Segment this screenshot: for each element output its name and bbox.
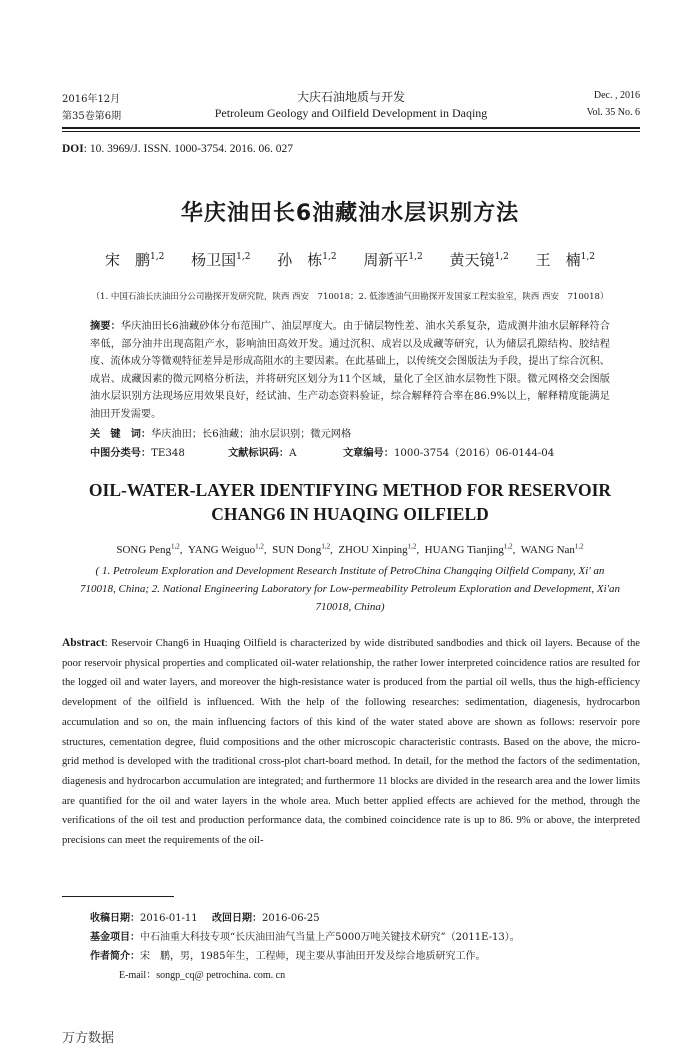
author-bio-value: 宋 鹏，男，1985年生，工程师，现主要从事油田开发及综合地质研究工作。	[140, 951, 486, 962]
doi-line	[62, 143, 293, 155]
header-volume-en: Vol. 35 No. 6	[586, 107, 640, 118]
title-en-line1: OIL-WATER-LAYER IDENTIFYING METHOD FOR RESERVOIR	[88, 480, 612, 500]
author-cn-sup: 1,2	[236, 252, 251, 262]
footnote-dates	[90, 909, 320, 924]
affiliation-chinese: （1. 中国石油长庆油田分公司勘探开发研究院，陕西 西安 710018；2. 低渗透油气田勘探开发国家工程实验室，陕西 西安 710018）	[91, 292, 609, 302]
clc-code	[90, 444, 228, 459]
author-en-name: SONG Peng	[116, 543, 172, 556]
author-cn-name: 孙 栋	[277, 251, 323, 269]
author-en-name: ZHOU Xinping	[338, 543, 408, 556]
fund-label: 基金项目：	[90, 932, 140, 943]
article-number	[343, 444, 554, 459]
abstract-cn-text: 华庆油田长6油藏砂体分布范围广、油层厚度大。由于储层物性差、油水关系复杂，造成测井油水层解释符合率低，部分油井出现高阻产水，影响油田高效开发。通过沉积、成岩以及成藏等研究，认为储层孔隙结构、胶结程度、流体成分等微观特征差异是形成高阻水的主要因素。在此基础上，以传统交会图版法为手段，提出了综合沉积、成岩、成藏因素的微元网格分析法，并将研究区划分为11个区域，量化了全区油水层物性下限。微元网格交会图版油水层识别方法现场应用效果良好，经试油、生产动态资料验证，综合解释符合率在86.9%以上，解释精度能满足油田开发需要。	[90, 321, 610, 420]
author-cn-6	[536, 251, 595, 269]
art-label: 文章编号：	[343, 447, 394, 459]
classification-line	[90, 444, 630, 459]
author-cn-sup: 1,2	[580, 252, 595, 262]
abstract-chinese	[90, 318, 610, 424]
header-volume-cn: 第35卷第6期	[62, 111, 122, 122]
author-cn-name: 周新平	[363, 251, 409, 269]
authors-chinese	[0, 249, 700, 270]
header-date-cn: 2016年12月	[62, 94, 121, 105]
clc-label: 中图分类号：	[90, 447, 152, 459]
title-en-line2: CHANG6 IN HUAQING OILFIELD	[211, 504, 489, 524]
abstract-en-label: Abstract	[62, 637, 105, 649]
authors-english	[0, 542, 700, 556]
header-journal-en: Petroleum Geology and Oilfield Development in Daqing	[214, 106, 488, 120]
author-en-sup: 1,2	[171, 542, 180, 550]
author-en-name: YANG Weiguo	[188, 543, 256, 556]
author-en-3: SUN Dong$^{1,2}$,	[272, 542, 339, 556]
abstract-en-sep: :	[104, 638, 112, 649]
author-cn-1	[105, 251, 164, 269]
received-value: 2016-01-11	[140, 913, 198, 924]
doi-value: 10. 3969/J. ISSN. 1000-3754. 2016. 06. 027	[89, 143, 293, 155]
author-cn-sup: 1,2	[150, 252, 165, 262]
author-en-5: HUANG Tianjing$^{1,2}$,	[424, 542, 521, 556]
header-date-en: Dec. , 2016	[593, 90, 640, 101]
author-en-sup: 1,2	[574, 542, 584, 550]
keywords-chinese	[90, 425, 610, 440]
footnote-author-bio	[90, 947, 485, 962]
header-rule-thin	[62, 131, 640, 132]
author-en-sup: 1,2	[321, 542, 331, 550]
author-cn-2	[191, 251, 250, 269]
author-bio-label: 作者简介：	[90, 951, 140, 962]
abstract-en-text: Reservoir Chang6 in Huaqing Oilfield is characterized by wide distributed sandbodies and thick oil layers. Because of the poor reservoir physical properties and complicated oil-water relationship, the rather lower interpreted coincidence ratios are resulted for the logged oil and water layers, and moreover the high-resistance water is produced from the partial oil wells, thus the high-efficiency development of the oilfield is influenced. With the help of the following researches: sedimentation, diagenesis, hydrocarbon accumulation and so on, the main influencing factors of this kind of the water stated above are shown as follows: reservoir pore structures, cementation degree, fluid compositions and the other microscopic characteristic contrasts. Based on the above, the micro-grid method is developed with the traditional cross-plot chart-board method. In detail, for the method the factors of the sedimentation, diagenesis and hydrocarbon accumulation are integrated; and furthermore 11 blocks are divided in the research area and the lower limits are quantified for the oil and water layers in the whole area. Much better applied effects are achieved for the method, through the verifications of the oil test and production performance data, the combined coincidence rate is up to 86. 9% or above, the interpreted precisions can meet the requirements of the oil-	[62, 638, 640, 847]
author-en-6	[521, 544, 584, 556]
author-cn-4	[363, 251, 422, 269]
keywords-cn-text: 华庆油田；长6油藏；油水层识别；微元网格	[151, 429, 352, 440]
author-en-1: SONG Peng$^{1,2}$,	[116, 542, 189, 556]
author-en-sup: 1,2	[407, 542, 417, 550]
abstract-cn-label: 摘要：	[90, 320, 121, 332]
keywords-cn-label: 关 键 词：	[90, 428, 152, 440]
header-rule-thick	[62, 127, 640, 129]
header-journal-cn: 大庆石油地质与开发	[296, 90, 405, 104]
author-cn-sup: 1,2	[408, 252, 423, 262]
author-en-name: WANG Nan	[520, 543, 575, 556]
author-cn-name: 杨卫国	[191, 251, 237, 269]
document-code	[228, 444, 343, 459]
watermark-text: 万方数据	[62, 1031, 115, 1046]
author-en-name: SUN Dong	[272, 543, 322, 556]
author-cn-name: 王 楠	[535, 251, 581, 269]
revised-label: 改回日期：	[212, 913, 262, 924]
doc-value: A	[289, 448, 297, 459]
clc-value: TE348	[151, 448, 185, 459]
art-value: 1000-3754（2016）06-0144-04	[393, 448, 555, 459]
author-cn-sup: 1,2	[494, 252, 509, 262]
doi-sep: :	[83, 143, 90, 155]
doi-label: DOI	[62, 143, 84, 155]
footnote-rule	[62, 896, 174, 897]
author-en-4: ZHOU Xinping$^{1,2}$,	[338, 542, 425, 556]
footnote-email: E-mail：songp_cq@ petrochina. com. cn	[119, 970, 286, 981]
author-cn-name: 宋 鹏	[105, 251, 151, 269]
author-en-sup: 1,2	[503, 542, 513, 550]
author-cn-5	[450, 251, 509, 269]
fund-value: 中石油重大科技专项“长庆油田油气当量上产5000万吨关键技术研究”（2011E-13）。	[140, 932, 520, 943]
author-en-name: HUANG Tianjing	[424, 543, 504, 556]
author-cn-sup: 1,2	[322, 252, 337, 262]
received-label: 收稿日期：	[90, 913, 140, 924]
footnote-fund	[90, 928, 520, 943]
title-chinese: 华庆油田长6油藏油水层识别方法	[180, 201, 520, 226]
running-header	[62, 88, 640, 122]
affiliation-english: ( 1. Petroleum Exploration and Development Research Institute of PetroChina Changqing Oilfield Company, Xi' an 710018, China; 2. National Engineering Laboratory for Low-permeability Petroleum Exploration and Development, Xi'an 710018, China)	[80, 565, 620, 613]
abstract-english	[62, 634, 640, 851]
author-cn-name: 黄天镜	[449, 251, 495, 269]
author-en-2: YANG Weiguo$^{1,2}$,	[188, 542, 273, 556]
revised-value: 2016-06-25	[262, 913, 320, 924]
author-cn-3	[277, 251, 336, 269]
author-en-sup: 1,2	[255, 542, 264, 550]
doc-label: 文献标识码：	[228, 447, 290, 459]
title-english	[0, 478, 700, 526]
